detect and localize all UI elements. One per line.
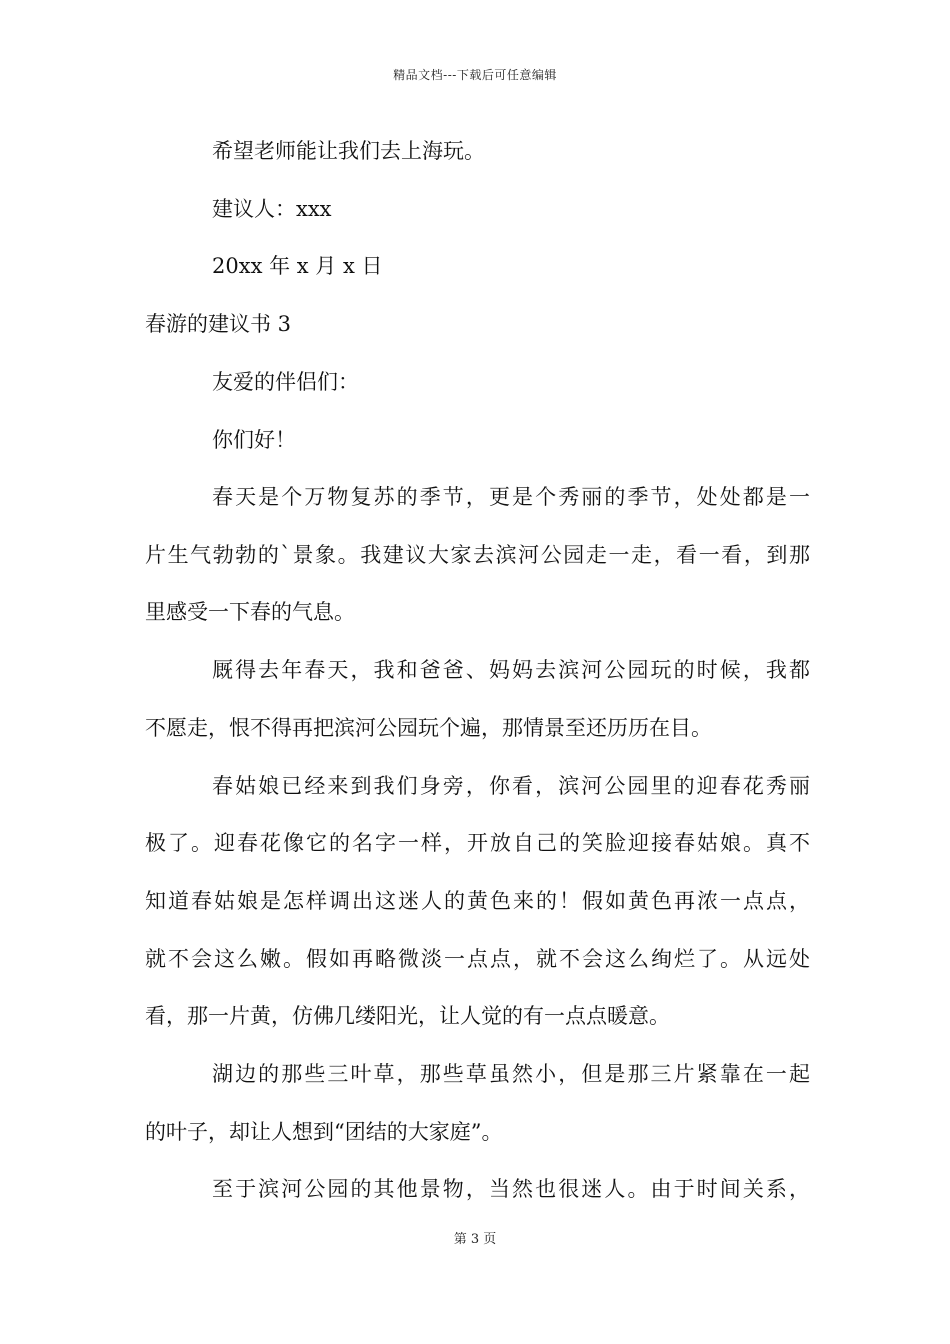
- paragraph-line: 厩得去年春天，我和爸爸、妈妈去滨河公园玩的时候，我都: [212, 658, 810, 682]
- paragraph-line: 春天是个万物复苏的季节，更是个秀丽的季节，处处都是一: [212, 485, 810, 509]
- paragraph-line: 至于滨河公园的其他景物，当然也很迷人。由于时间关系，: [212, 1177, 810, 1201]
- paragraph-line: 湖边的那些三叶草，那些草虽然小，但是那三片紧靠在一起: [212, 1062, 810, 1086]
- paragraph-line: 就不会这么嫩。假如再略微淡一点点，就不会这么绚烂了。从远处: [145, 947, 810, 971]
- paragraph-line: 极了。迎春花像它的名字一样，开放自己的笑脸迎接春姑娘。真不: [145, 831, 810, 855]
- greeting-line: 你们好！: [212, 428, 296, 452]
- date-line: 20xx 年 x 月 x 日: [212, 254, 383, 278]
- section-title: 春游的建议书 3: [145, 312, 292, 336]
- paragraph-line: 春姑娘已经来到我们身旁，你看，滨河公园里的迎春花秀丽: [212, 774, 810, 798]
- paragraph-line: 片生气勃勃的`景象。我建议大家去滨河公园走一走，看一看，到那: [145, 543, 810, 567]
- paragraph-line: 看，那一片黄，仿佛几缕阳光，让人觉的有一点点暖意。: [145, 1004, 670, 1028]
- paragraph-line: 不愿走，恨不得再把滨河公园玩个遍，那情景至还历历在目。: [145, 716, 712, 740]
- paragraph-line: 知道春姑娘是怎样调出这迷人的黄色来的！假如黄色再浓一点点，: [145, 889, 810, 913]
- salutation-line: 友爱的伴侣们：: [212, 370, 359, 394]
- page-header: 精品文档---下载后可任意编辑: [393, 68, 557, 82]
- signer-line: 建议人：xxx: [212, 197, 332, 221]
- page-number: 第 3 页: [453, 1232, 497, 1247]
- paragraph-line: 里感受一下春的气息。: [145, 600, 355, 624]
- paragraph-line: 的叶子，却让人想到“团结的大家庭”。: [145, 1120, 503, 1144]
- text-line: 希望老师能让我们去上海玩。: [212, 139, 485, 163]
